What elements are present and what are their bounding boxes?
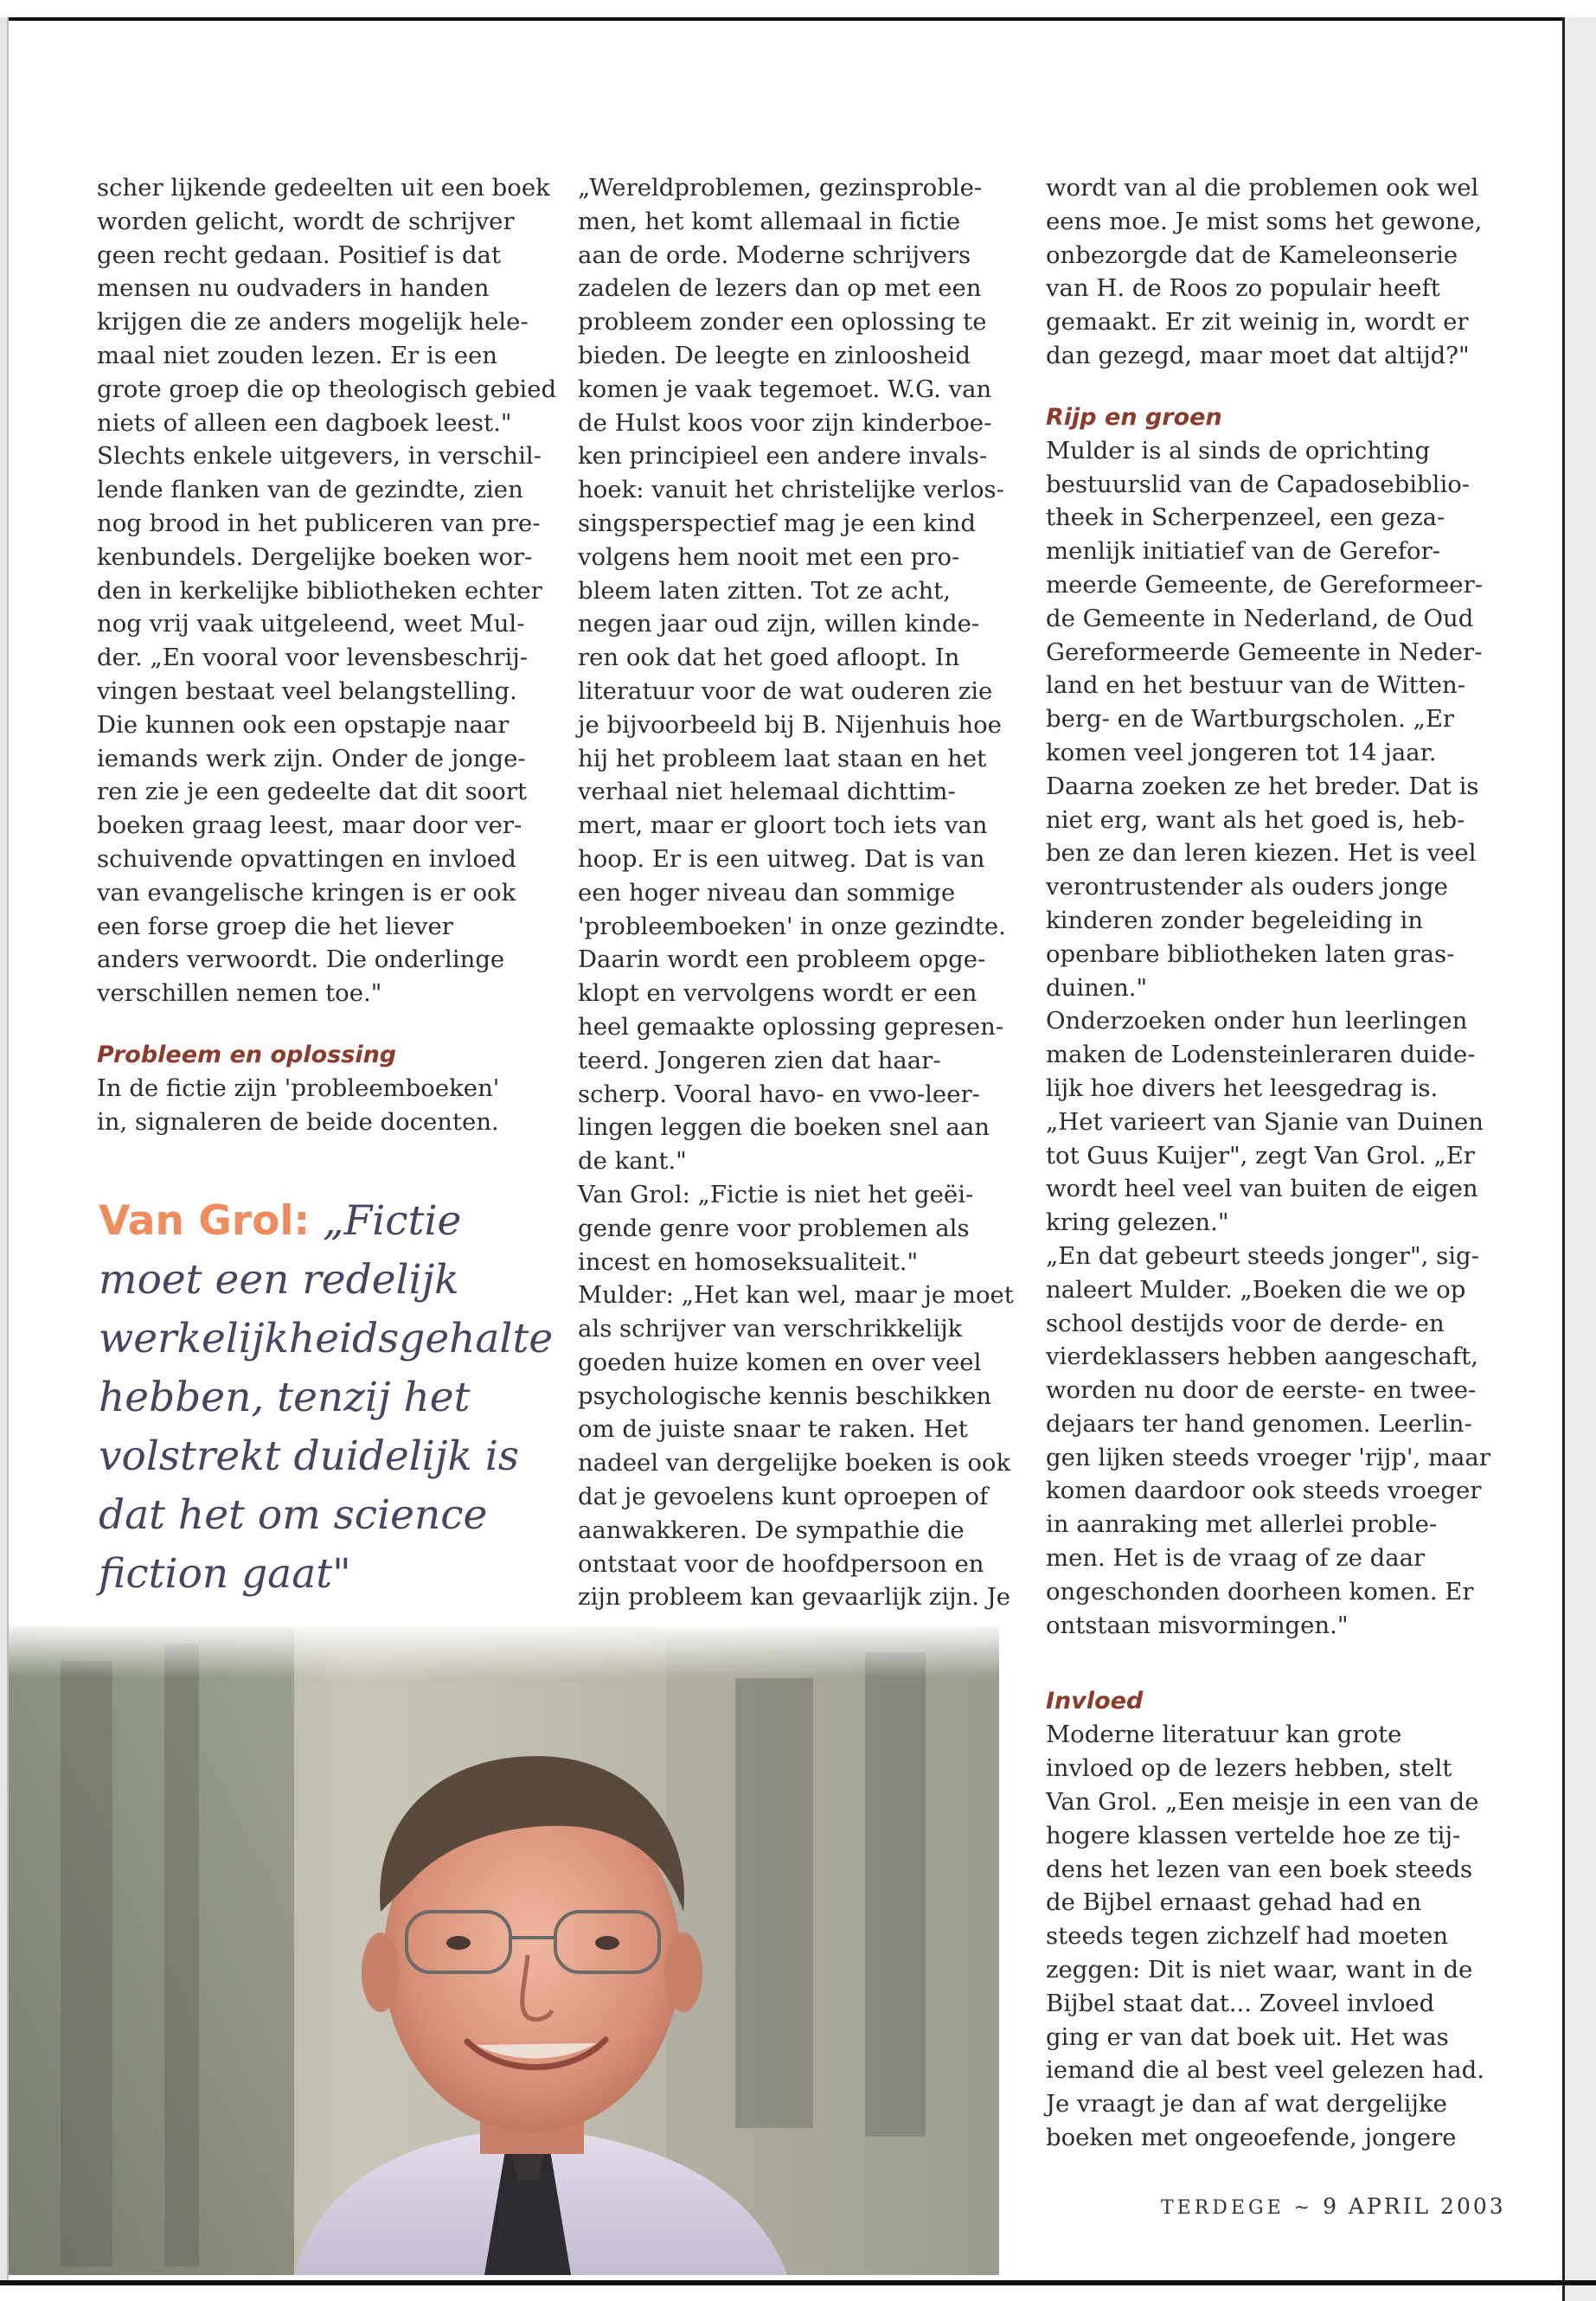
text-line: negen jaar oud zijn, willen kinde- bbox=[578, 610, 980, 638]
text-line: Van Grol. „Een meisje in een van de bbox=[1046, 1788, 1479, 1817]
text-line: In de fictie zijn 'probleemboeken' bbox=[97, 1074, 500, 1102]
text-line: klopt en vervolgens wordt er een bbox=[578, 979, 977, 1008]
text-line: nadeel van dergelijke boeken is ook bbox=[578, 1449, 1011, 1477]
text-line: men, het komt allemaal in fictie bbox=[578, 207, 961, 235]
text-line: komen je vaak tegemoet. W.G. van bbox=[578, 375, 992, 403]
text-line: grote groep die op theologisch gebied bbox=[97, 375, 557, 403]
text-line: worden nu door de eerste- en twee- bbox=[1046, 1376, 1477, 1405]
text-line: Gereformeerde Gemeente in Neder- bbox=[1046, 638, 1483, 666]
text-line: incest en homoseksualiteit." bbox=[578, 1247, 919, 1276]
text-line: hogere klassen vertelde hoe ze tij- bbox=[1046, 1821, 1461, 1849]
text-line: dan gezegd, maar moet dat altijd?" bbox=[1046, 341, 1470, 369]
text-line: dat je gevoelens kunt oproepen of bbox=[578, 1483, 989, 1511]
page-footer bbox=[1161, 2194, 1506, 2219]
quote-line: moet een redelijk bbox=[99, 1256, 459, 1304]
article-column-2 bbox=[578, 171, 1014, 1614]
text-line: openbare bibliotheken laten gras- bbox=[1046, 939, 1455, 968]
text-line: de Bijbel ernaast gehad had en bbox=[1046, 1888, 1422, 1917]
text-line: verschillen nemen toe." bbox=[97, 979, 382, 1008]
text-line: als schrijver van verschrikkelijk bbox=[578, 1315, 963, 1343]
text-line: ging er van dat boek uit. Het was bbox=[1046, 2022, 1449, 2051]
text-line: duinen." bbox=[1046, 973, 1148, 1002]
scan-border-right bbox=[1562, 17, 1596, 2301]
pull-quote bbox=[99, 1192, 566, 1604]
text-line: lende flanken van de gezindte, zien bbox=[97, 476, 523, 504]
text-line: boeken met ongeoefende, jongere bbox=[1046, 2124, 1457, 2152]
text-line: gende genre voor problemen als bbox=[578, 1214, 970, 1242]
text-line: anders verwoordt. Die onderlinge bbox=[97, 945, 505, 974]
article-column-1 bbox=[97, 171, 557, 1139]
portrait-photo bbox=[9, 1626, 999, 2275]
text-line: tot Guus Kuijer", zegt Van Grol. „Er bbox=[1046, 1141, 1475, 1170]
column3-paragraph1 bbox=[1046, 171, 1496, 373]
text-line: Mulder: „Het kan wel, maar je moet bbox=[578, 1281, 1014, 1310]
portrait-illustration bbox=[9, 1626, 999, 2275]
text-line: lijk hoe divers het leesgedrag is. bbox=[1046, 1074, 1439, 1102]
text-line: iemands werk zijn. Onder de jonge- bbox=[97, 744, 526, 772]
text-line: theek in Scherpenzeel, een geza- bbox=[1046, 503, 1445, 532]
text-line: teerd. Jongeren zien dat haar- bbox=[578, 1046, 941, 1074]
text-line: om de juiste snaar te raken. Het bbox=[578, 1415, 968, 1444]
text-line: de Hulst koos voor zijn kinderboe- bbox=[578, 408, 992, 437]
text-line: niets of alleen een dagboek leest." bbox=[97, 408, 512, 437]
text-line: vingen bestaat veel belangstelling. bbox=[97, 676, 517, 705]
text-line: „Het varieert van Sjanie van Duinen bbox=[1046, 1107, 1484, 1136]
quote-line: dat het om science bbox=[99, 1491, 488, 1539]
text-line: kring gelezen." bbox=[1046, 1208, 1229, 1237]
quote-line: hebben, tenzij het bbox=[99, 1374, 471, 1421]
text-line: maal niet zouden lezen. Er is een bbox=[97, 341, 497, 369]
column3-paragraph2 bbox=[1046, 434, 1496, 1643]
text-line: onbezorgde dat de Kameleonserie bbox=[1046, 240, 1458, 269]
text-line: in aanraking met allerlei proble- bbox=[1046, 1510, 1438, 1539]
text-line: singsperspectief mag je een kind bbox=[578, 509, 976, 537]
text-line: lingen leggen die boeken snel aan bbox=[578, 1113, 990, 1142]
text-line: een hoger niveau dan sommige bbox=[578, 878, 956, 907]
text-line: wordt van al die problemen ook wel bbox=[1046, 174, 1479, 202]
scan-border-top bbox=[0, 17, 1596, 21]
text-line: zijn probleem kan gevaarlijk zijn. Je bbox=[578, 1583, 1011, 1612]
text-line: menlijk initiatief van de Gerefor- bbox=[1046, 537, 1441, 566]
text-line: je bijvoorbeeld bij B. Nijenhuis hoe bbox=[578, 710, 1002, 739]
text-line: verhaal niet helemaal dichttim- bbox=[578, 778, 956, 806]
footer-separator: ~ bbox=[1293, 2197, 1314, 2219]
subheading-rijp-en-groen: Rijp en groen bbox=[1046, 403, 1222, 431]
text-line: „Wereldproblemen, gezinsproble- bbox=[578, 174, 983, 202]
text-line: steeds tegen zichzelf had moeten bbox=[1046, 1922, 1449, 1951]
text-line: nog brood in het publiceren van pre- bbox=[97, 509, 541, 537]
text-line: zeggen: Dit is niet waar, want in de bbox=[1046, 1956, 1473, 1984]
text-line: ben ze dan leren kiezen. Het is veel bbox=[1046, 839, 1477, 868]
text-line: worden gelicht, wordt de schrijver bbox=[97, 207, 515, 235]
text-line: krijgen die ze anders mogelijk hele- bbox=[97, 308, 529, 336]
text-line: meerde Gemeente, de Gereformeer- bbox=[1046, 570, 1484, 599]
quote-speaker: Van Grol: bbox=[99, 1197, 311, 1245]
text-line: aan de orde. Moderne schrijvers bbox=[578, 240, 971, 269]
text-line: heel gemaakte oplossing gepresen- bbox=[578, 1012, 1004, 1041]
quote-line: fiction gaat" bbox=[99, 1550, 351, 1598]
subheading-probleem-en-oplossing: Probleem en oplossing bbox=[97, 1041, 397, 1068]
text-line: invloed op de lezers hebben, stelt bbox=[1046, 1754, 1452, 1783]
text-line: hij het probleem laat staan en het bbox=[578, 744, 987, 772]
text-line: hoek: vanuit het christelijke verlos- bbox=[578, 476, 1004, 504]
magazine-name: TERDEGE bbox=[1161, 2197, 1285, 2219]
text-line: Daarin wordt een probleem opge- bbox=[578, 945, 986, 974]
text-line: naleert Mulder. „Boeken die we op bbox=[1046, 1275, 1466, 1304]
column3-paragraph3 bbox=[1046, 1718, 1496, 2154]
scan-border-bottom bbox=[0, 2280, 1596, 2285]
text-line: dens het lezen van een boek steeds bbox=[1046, 1855, 1473, 1883]
text-line: de kant." bbox=[578, 1147, 687, 1176]
text-line: gemaakt. Er zit weinig in, wordt er bbox=[1046, 308, 1469, 336]
text-line: scherp. Vooral havo- en vwo-leer- bbox=[578, 1080, 980, 1108]
text-line: literatuur voor de wat ouderen zie bbox=[578, 676, 993, 705]
text-line: Onderzoeken onder hun leerlingen bbox=[1046, 1007, 1468, 1035]
scan-border-left bbox=[0, 17, 9, 2284]
text-line: schuivende opvattingen en invloed bbox=[97, 844, 516, 873]
text-line: probleem zonder een oplossing te bbox=[578, 308, 987, 336]
text-line: Bijbel staat dat... Zoveel invloed bbox=[1046, 1989, 1435, 2017]
text-line: den in kerkelijke bibliotheken echter bbox=[97, 576, 542, 605]
text-line: van H. de Roos zo populair heeft bbox=[1046, 274, 1440, 303]
text-line: der. „En vooral voor levensbeschrij- bbox=[97, 644, 529, 672]
text-line: Daarna zoeken ze het breder. Dat is bbox=[1046, 772, 1479, 800]
text-line: ren ook dat het goed afloopt. In bbox=[578, 644, 960, 672]
text-line: aanwakkeren. De sympathie die bbox=[578, 1516, 965, 1544]
text-line: iemand die al best veel gelezen had. bbox=[1046, 2056, 1484, 2085]
text-line: ontstaan misvormingen." bbox=[1046, 1611, 1349, 1639]
text-line: ken principieel een andere invals- bbox=[578, 442, 988, 471]
text-line: land en het bestuur van de Witten- bbox=[1046, 671, 1466, 700]
text-line: Moderne literatuur kan grote bbox=[1046, 1721, 1402, 1749]
text-line: men. Het is de vraag of ze daar bbox=[1046, 1544, 1426, 1573]
text-line: berg- en de Wartburgscholen. „Er bbox=[1046, 705, 1455, 734]
text-line: een forse groep die het liever bbox=[97, 912, 453, 940]
text-line: bleem laten zitten. Tot ze acht, bbox=[578, 576, 951, 605]
text-line: nog vrij vaak uitgeleend, weet Mul- bbox=[97, 610, 525, 638]
column1-paragraph1 bbox=[97, 171, 557, 1010]
text-line: zadelen de lezers dan op met een bbox=[578, 274, 982, 303]
text-line: school destijds voor de derde- en bbox=[1046, 1309, 1445, 1337]
text-line: vierdeklassers hebben aangeschaft, bbox=[1046, 1343, 1478, 1371]
quote-text: „Fictie bbox=[323, 1197, 462, 1245]
text-line: volgens hem nooit met een pro- bbox=[578, 542, 960, 571]
text-line: bieden. De leegte en zinloosheid bbox=[578, 341, 971, 369]
text-line: Die kunnen ook een opstapje naar bbox=[97, 710, 510, 739]
text-line: ren zie je een gedeelte dat dit soort bbox=[97, 778, 528, 806]
text-line: 'probleemboeken' in onze gezindte. bbox=[578, 912, 1006, 940]
quote-line: volstrekt duidelijk is bbox=[99, 1433, 519, 1480]
text-line: eens moe. Je mist soms het gewone, bbox=[1046, 207, 1483, 235]
text-line: kinderen zonder begeleiding in bbox=[1046, 906, 1424, 934]
text-line: Mulder is al sinds de oprichting bbox=[1046, 436, 1431, 465]
text-line: verontrustender als ouders jonge bbox=[1046, 873, 1448, 901]
text-line: scher lijkende gedeelten uit een boek bbox=[97, 174, 550, 202]
text-line: Je vraagt je dan af wat dergelijke bbox=[1046, 2090, 1447, 2118]
text-line: Van Grol: „Fictie is niet het geëi- bbox=[578, 1180, 974, 1208]
text-line: ongeschonden doorheen komen. Er bbox=[1046, 1577, 1474, 1606]
text-line: bestuurslid van de Capadosebiblio- bbox=[1046, 470, 1471, 498]
subheading-invloed: Invloed bbox=[1046, 1688, 1144, 1715]
text-line: mensen nu oudvaders in handen bbox=[97, 274, 490, 303]
issue-date: 9 APRIL 2003 bbox=[1323, 2194, 1506, 2219]
text-line: maken de Lodensteinleraren duide- bbox=[1046, 1041, 1476, 1069]
article-column-3 bbox=[1046, 171, 1496, 2155]
text-line: ontstaat voor de hoofdpersoon en bbox=[578, 1549, 984, 1578]
text-line: niet erg, want als het goed is, heb- bbox=[1046, 805, 1465, 834]
text-line: Slechts enkele uitgevers, in verschil- bbox=[97, 442, 542, 471]
text-line: de Gemeente in Nederland, de Oud bbox=[1046, 604, 1474, 632]
spacer bbox=[97, 1010, 547, 1039]
text-line: psychologische kennis beschikken bbox=[578, 1381, 992, 1410]
text-line: hoop. Er is een uitweg. Dat is van bbox=[578, 844, 985, 873]
spacer bbox=[1046, 1642, 1496, 1685]
spacer bbox=[1046, 373, 1496, 401]
text-line: kenbundels. Dergelijke boeken wor- bbox=[97, 542, 533, 571]
text-line: in, signaleren de beide docenten. bbox=[97, 1107, 499, 1136]
text-line: wordt heel veel van buiten de eigen bbox=[1046, 1175, 1478, 1203]
text-line: mert, maar er gloort toch iets van bbox=[578, 811, 988, 840]
text-line: boeken graag leest, maar door ver- bbox=[97, 811, 522, 840]
text-line: „En dat gebeurt steeds jonger", sig- bbox=[1046, 1241, 1479, 1270]
text-line: van evangelische kringen is er ook bbox=[97, 878, 516, 907]
text-line: komen veel jongeren tot 14 jaar. bbox=[1046, 738, 1437, 766]
column1-paragraph2 bbox=[97, 1072, 547, 1139]
quote-line bbox=[99, 1192, 566, 1251]
text-line: komen daardoor ook steeds vroeger bbox=[1046, 1477, 1482, 1505]
text-line: goeden huize komen en over veel bbox=[578, 1348, 982, 1376]
text-line: geen recht gedaan. Positief is dat bbox=[97, 240, 501, 269]
quote-line: werkelijkheidsgehalte bbox=[99, 1315, 554, 1362]
text-line: dejaars ter hand genomen. Leerlin- bbox=[1046, 1409, 1472, 1438]
text-line: gen lijken steeds vroeger 'rijp', maar bbox=[1046, 1443, 1490, 1471]
